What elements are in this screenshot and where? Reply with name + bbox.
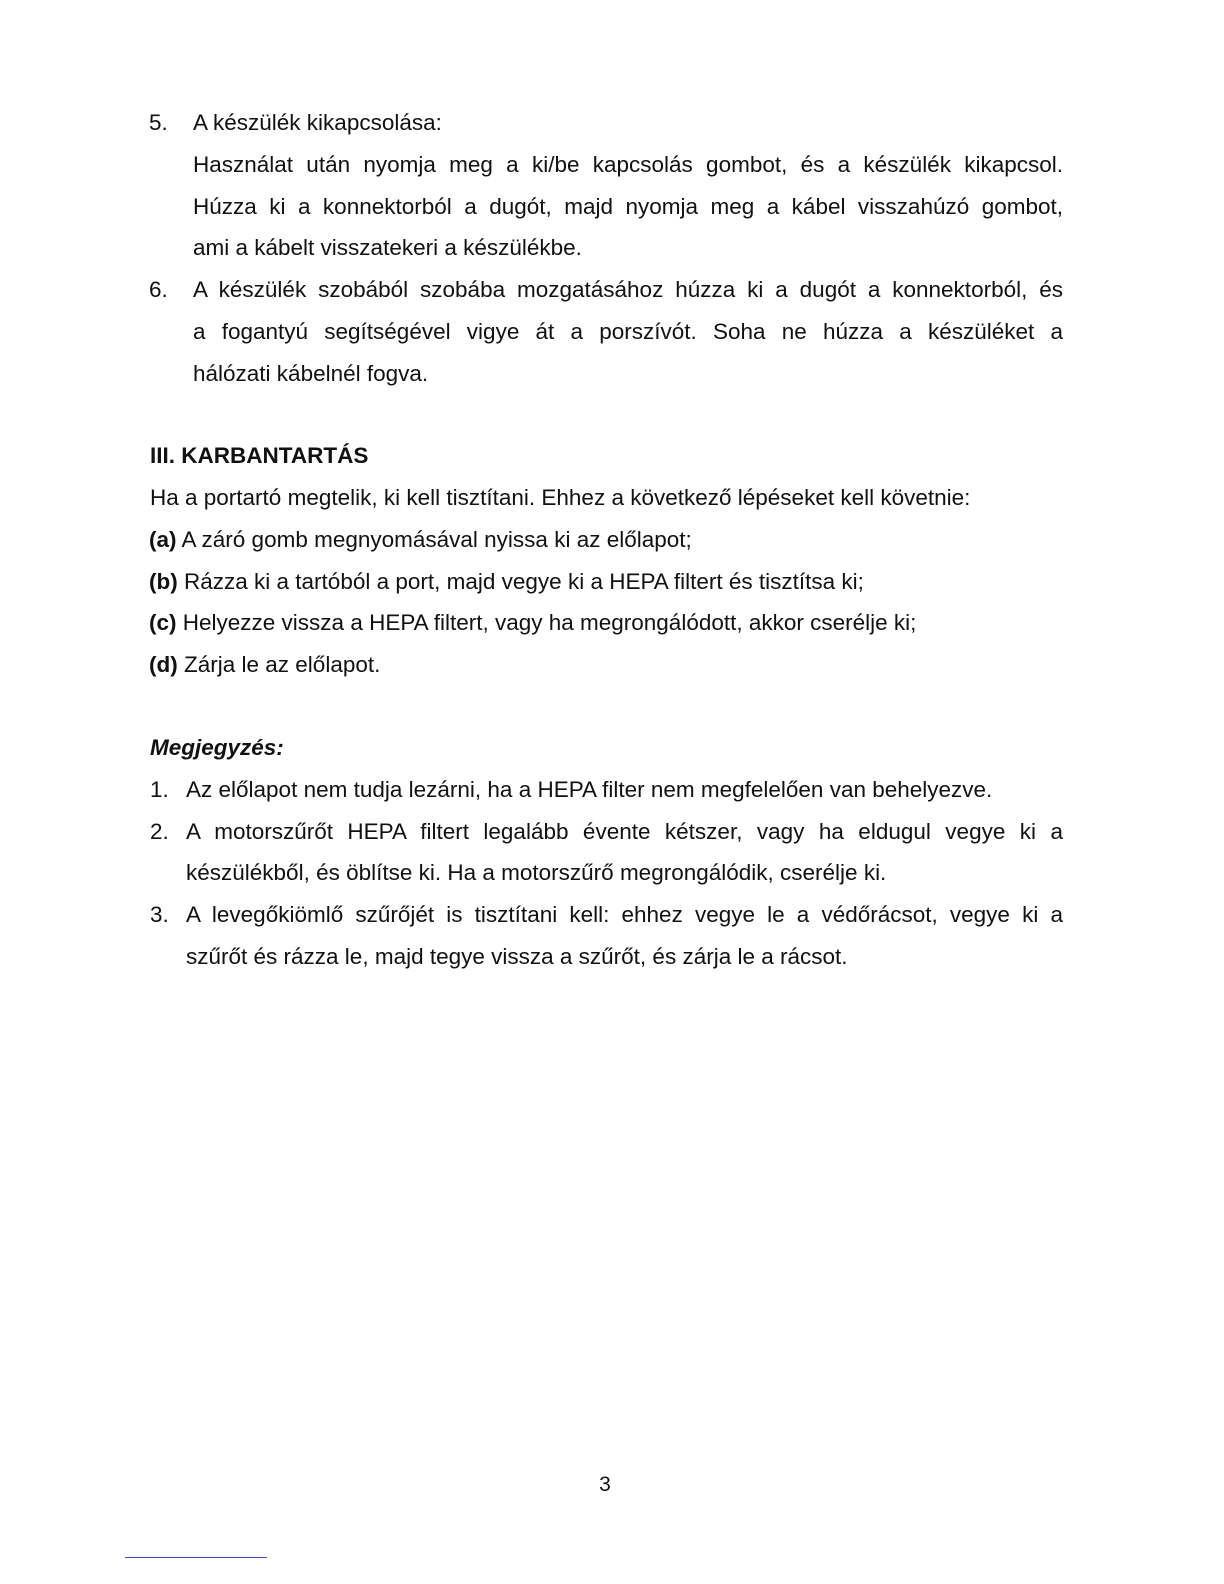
note-2-line-2: készülékből, és öblítse ki. Ha a motorszűrő megrongálódik, cserélje ki. [186,860,887,885]
item-5-line-3: ami a kábelt visszatekeri a készülékbe. [193,235,582,260]
item-6-line-1: A készülék szobából szobába mozgatásához húzza ki a dugót a konnektorból, és [193,277,1063,302]
step-label: (d) [149,652,178,677]
note-3-line-2: szűrőt és rázza le, majd tegye vissza a szűrőt, és zárja le a rácsot. [186,944,848,969]
maintenance-heading: III. KARBANTARTÁS [150,443,369,468]
notes-title: Megjegyzés: [150,735,284,760]
item-5-title: A készülék kikapcsolása: [193,110,442,135]
item-5-number: 5. [149,110,168,135]
item-5-line-1: Használat után nyomja meg a ki/be kapcsolás gombot, és a készülék kikapcsol. [193,152,1063,177]
item-6-line-3: hálózati kábelnél fogva. [193,361,429,386]
item-6-line-2: a fogantyú segítségével vigye át a porszívót. Soha ne húzza a készüléket a [193,319,1063,344]
step-text: Helyezze vissza a HEPA filtert, vagy ha megrongálódott, akkor cserélje ki; [182,610,917,635]
step-text: Rázza ki a tartóból a port, majd vegye ki a HEPA filtert és tisztítsa ki; [184,569,864,594]
page-number: 3 [599,1473,611,1496]
step-label: (b) [149,569,178,594]
note-1-line-1: Az előlapot nem tudja lezárni, ha a HEPA filter nem megfelelően van behelyezve. [186,777,993,802]
step-label: (c) [149,610,177,635]
note-2-line-1: A motorszűrőt HEPA filtert legalább évente kétszer, vagy ha eldugul vegye ki a [186,819,1063,844]
note-1-number: 1. [150,777,169,802]
maintenance-step-c [149,610,916,636]
item-5-line-2: Húzza ki a konnektorból a dugót, majd nyomja meg a kábel visszahúzó gombot, [193,194,1063,219]
maintenance-step-a [149,527,692,553]
maintenance-intro: Ha a portartó megtelik, ki kell tisztítani. Ehhez a következő lépéseket kell követnie: [150,485,971,510]
step-label: (a) [149,527,177,552]
maintenance-step-d [149,652,380,678]
item-6-number: 6. [149,277,168,302]
step-text: A záró gomb megnyomásával nyissa ki az előlapot; [181,527,692,552]
note-2-number: 2. [150,819,169,844]
note-3-line-1: A levegőkiömlő szűrőjét is tisztítani kell: ehhez vegye le a védőrácsot, vegye ki a [186,902,1063,927]
note-3-number: 3. [150,902,169,927]
step-text: Zárja le az előlapot. [184,652,381,677]
footer-rule [125,1557,267,1558]
maintenance-step-b [149,569,864,595]
